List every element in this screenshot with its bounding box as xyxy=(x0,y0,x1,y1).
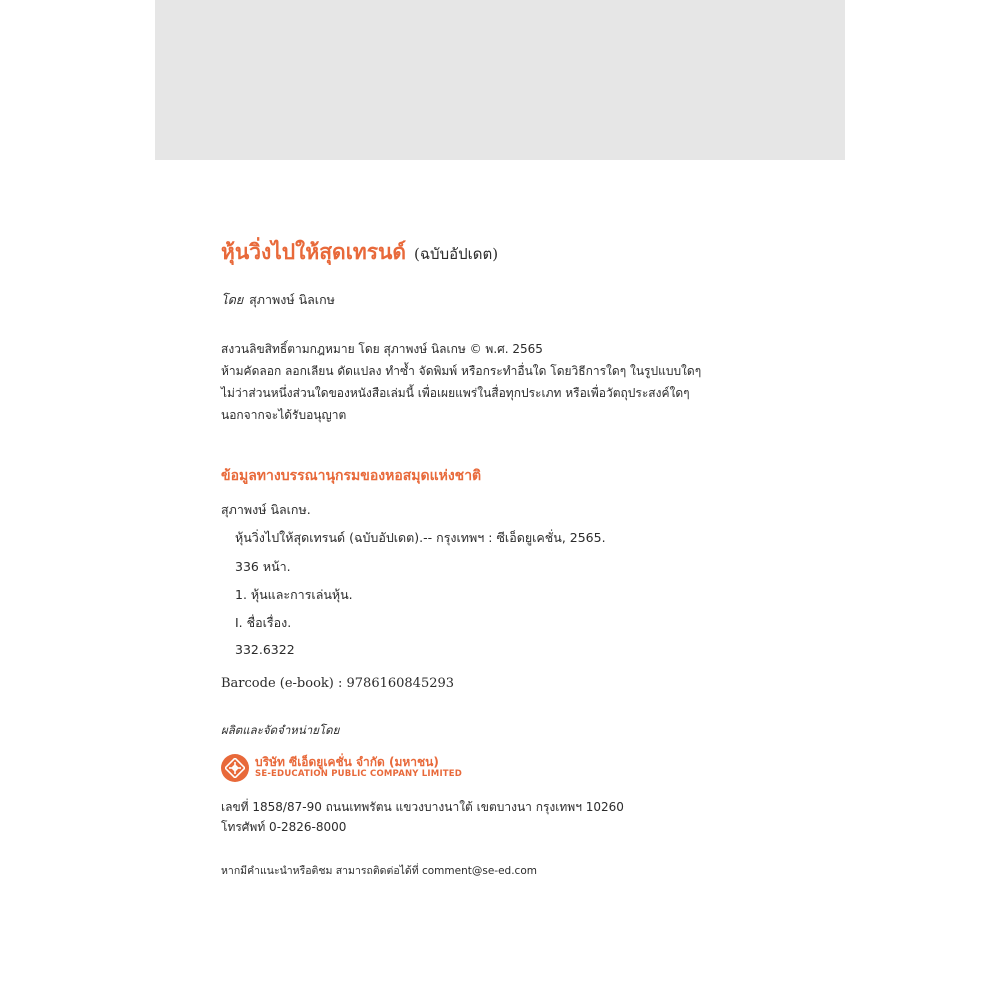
publisher-address-block xyxy=(221,797,624,837)
cip-author: สุภาพงษ์ นิลเกษ. xyxy=(221,502,311,517)
copyright-line: ห้ามคัดลอก ลอกเลียน ดัดแปลง ทำซ้ำ จัดพิมพ์ หรือกระทำอื่นใด โดยวิธีการใดๆ ในรูปแบบใดๆ xyxy=(221,364,702,378)
publisher-name xyxy=(255,756,462,780)
author-name: สุภาพงษ์ นิลเกษ xyxy=(249,292,335,307)
cip-line: หุ้นวิ่งไปให้สุดเทรนด์ (ฉบับอัปเดต).-- กรุงเทพฯ : ซีเอ็ดยูเคชั่น, 2565. xyxy=(235,530,606,545)
barcode: Barcode (e-book) : 9786160845293 xyxy=(221,676,455,691)
book-edition: (ฉบับอัปเดต) xyxy=(413,245,499,263)
copyright-line: นอกจากจะได้รับอนุญาต xyxy=(221,408,347,422)
author-line xyxy=(221,290,335,310)
publisher-address: เลขที่ 1858/87-90 ถนนเทพรัตน แขวงบางนาใต้ เขตบางนา กรุงเทพฯ 10260 xyxy=(221,800,624,814)
publisher-name-english: SE-EDUCATION PUBLIC COMPANY LIMITED xyxy=(255,769,463,780)
cip-line: 336 หน้า. xyxy=(235,559,291,574)
cip-line: 1. หุ้นและการเล่นหุ้น. xyxy=(235,587,353,602)
book-title: หุ้นวิ่งไปให้สุดเทรนด์ xyxy=(221,239,406,264)
copyright-notice xyxy=(221,338,701,426)
header-band xyxy=(155,0,845,160)
publisher-name-thai: บริษัท ซีเอ็ดยูเคชั่น จำกัด (มหาชน) xyxy=(255,755,439,770)
copyright-line: ไม่ว่าส่วนหนึ่งส่วนใดของหนังสือเล่มนี้ เพื่อเผยแพร่ในสื่อทุกประเภท หรือเพื่อวัตถุประสงค์ใดๆ xyxy=(221,386,690,400)
feedback-note: หากมีคำแนะนำหรือติชม สามารถติดต่อได้ที่ comment@se-ed.com xyxy=(221,865,537,877)
book-title-line xyxy=(221,236,498,269)
cip-line: I. ชื่อเรื่อง. xyxy=(235,615,292,630)
publisher-logo xyxy=(221,752,462,784)
produced-by-label: ผลิตและจัดจำหน่ายโดย xyxy=(221,723,340,737)
cip-line: 332.6322 xyxy=(235,642,295,657)
cip-heading: ข้อมูลทางบรรณานุกรมของหอสมุดแห่งชาติ xyxy=(221,468,482,484)
se-ed-logo-icon xyxy=(221,754,249,782)
publisher-phone: โทรศัพท์ 0-2826-8000 xyxy=(221,820,347,834)
author-by-label: โดย xyxy=(221,292,244,307)
copyright-line: สงวนลิขสิทธิ์ตามกฎหมาย โดย สุภาพงษ์ นิลเกษ © พ.ศ. 2565 xyxy=(221,342,543,356)
document-page xyxy=(155,0,845,1000)
